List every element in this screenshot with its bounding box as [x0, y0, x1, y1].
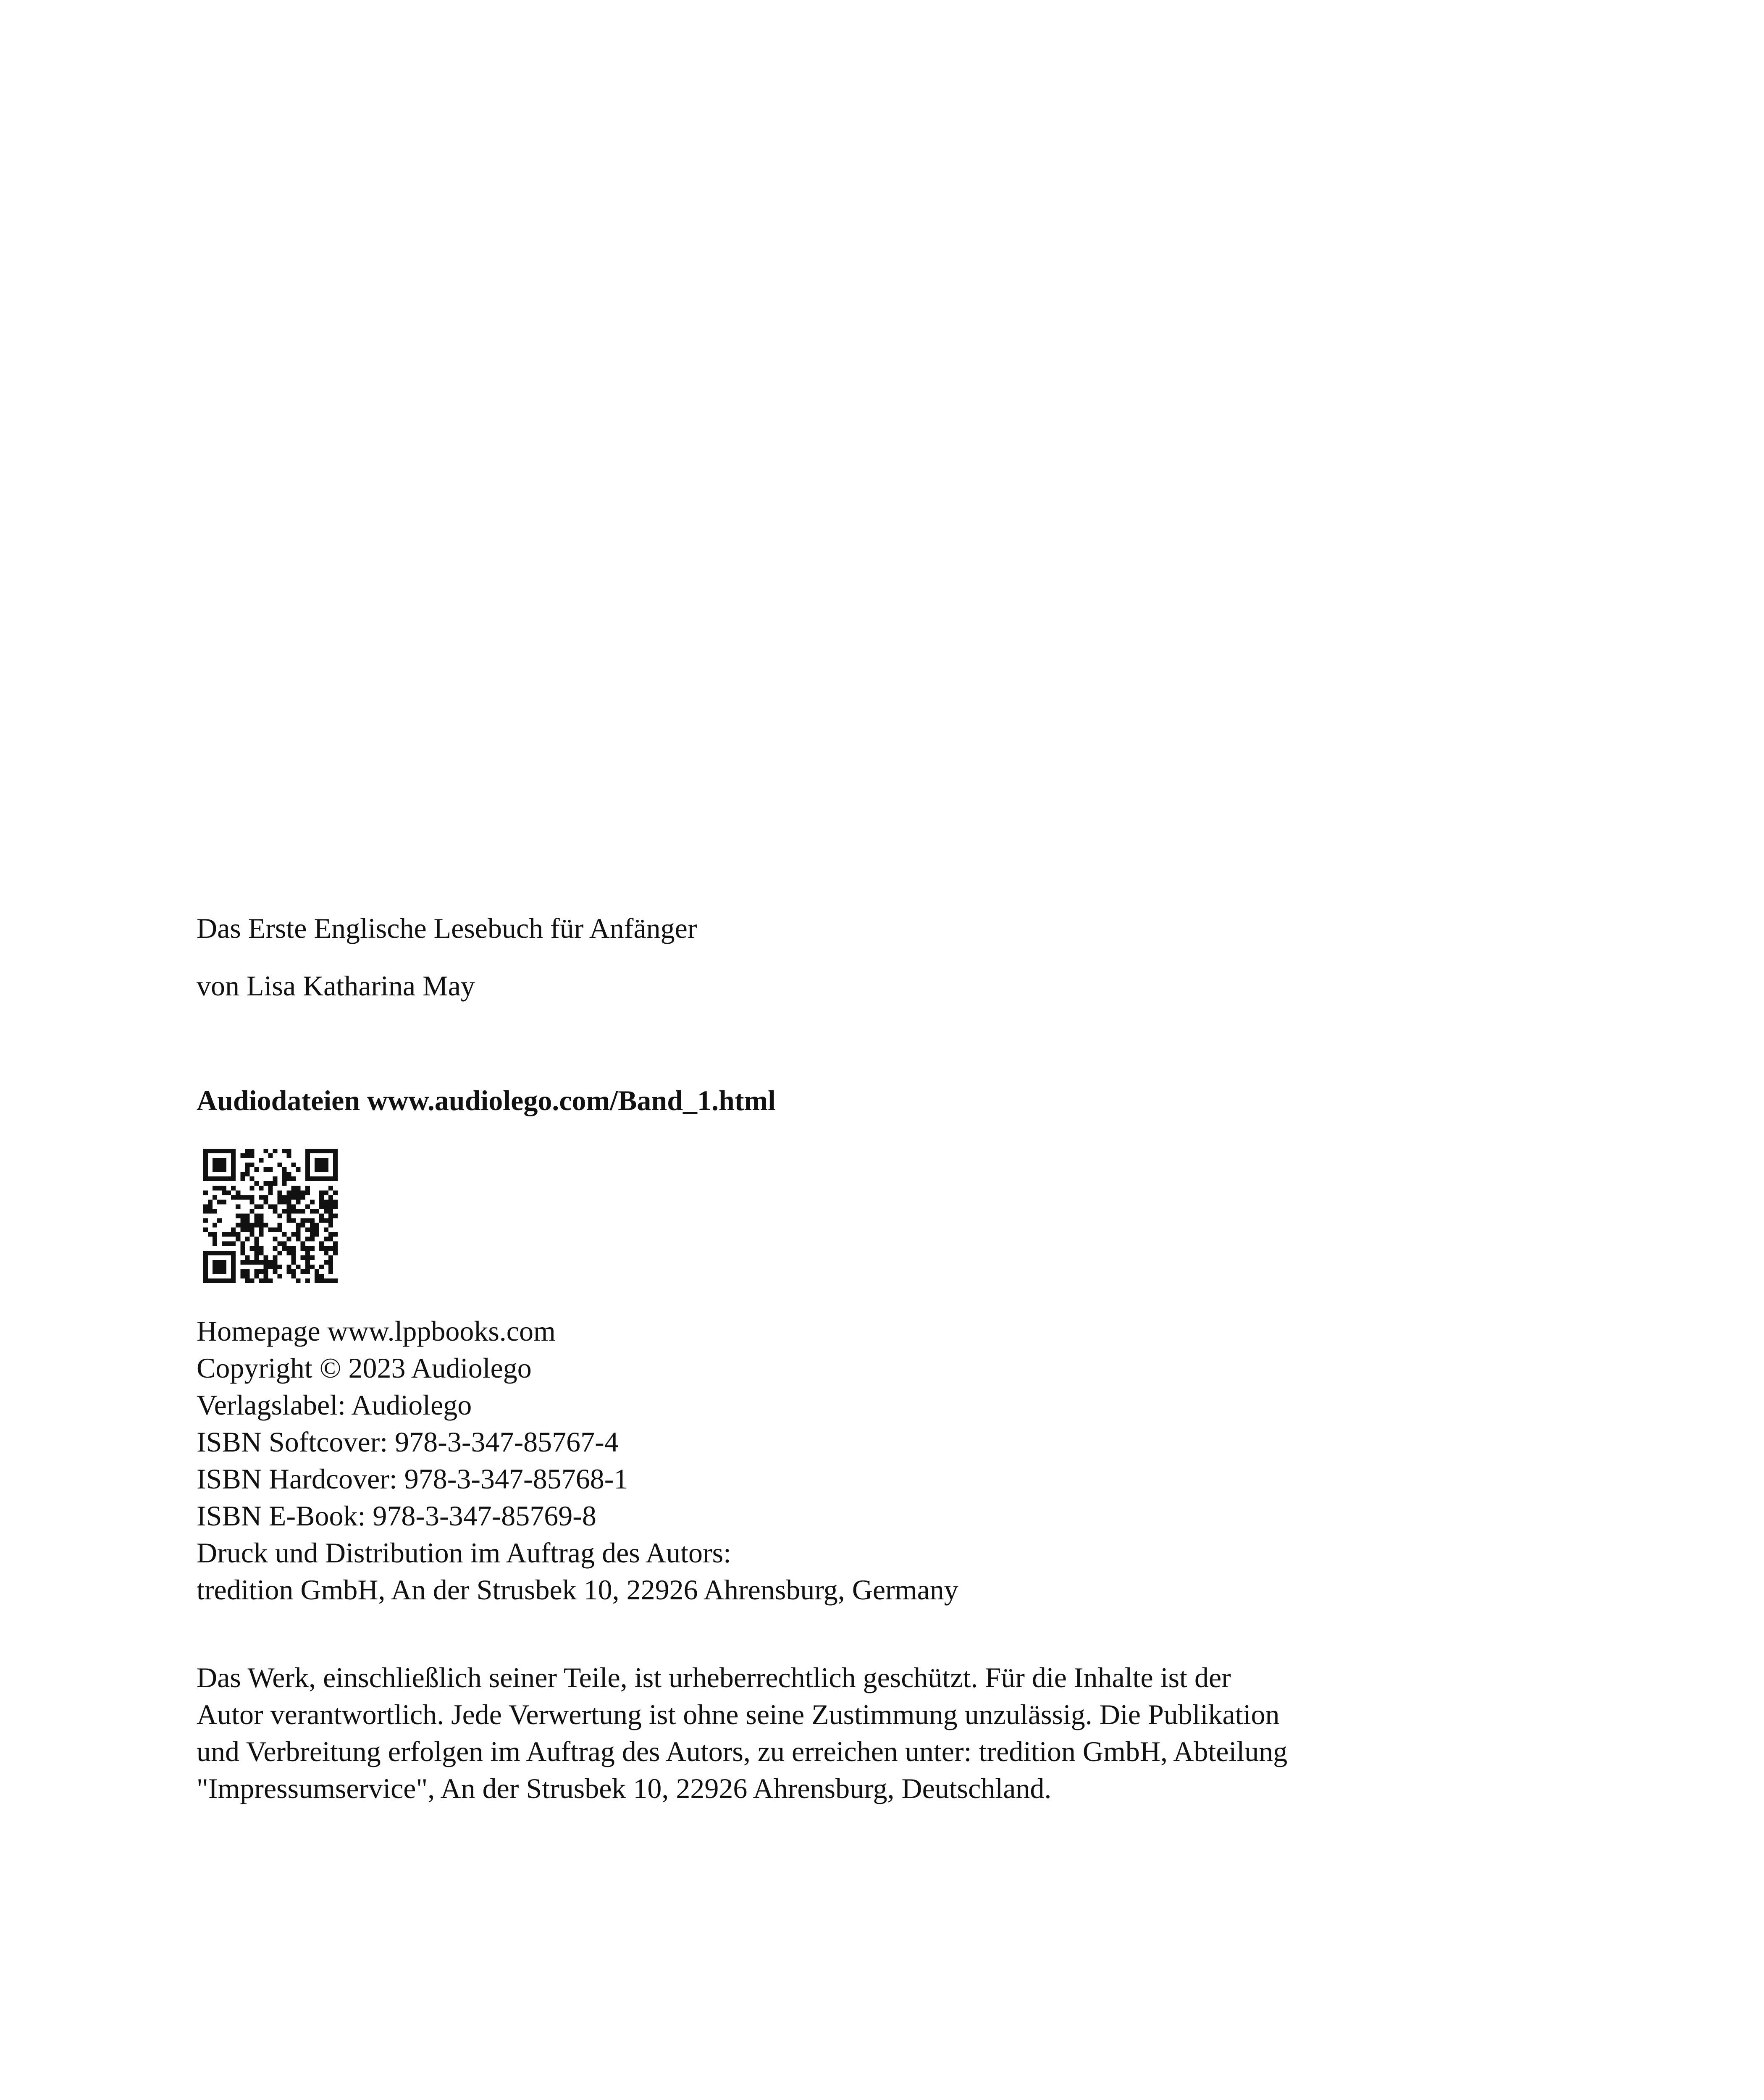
legal-notice-line: Autor verantwortlich. Jede Verwertung ist ohne seine Zustimmung unzulässig. Die Publikation	[197, 1698, 1280, 1730]
book-author: von Lisa Katharina May	[197, 970, 475, 1002]
publisher-address: tredition GmbH, An der Strusbek 10, 22926 Ahrensburg, Germany	[197, 1574, 958, 1606]
isbn-ebook: ISBN E-Book: 978-3-347-85769-8	[197, 1500, 596, 1532]
imprint-homepage[interactable]: Homepage www.lppbooks.com	[197, 1315, 556, 1347]
book-title: Das Erste Englische Lesebuch für Anfänger	[197, 912, 697, 944]
imprint-block	[197, 1312, 958, 1608]
qr-code-icon	[203, 1149, 338, 1283]
legal-notice-line: und Verbreitung erfolgen im Auftrag des Autors, zu erreichen unter: tredition GmbH, Abteilung	[197, 1735, 1288, 1767]
legal-notice-line: Das Werk, einschließlich seiner Teile, ist urheberrechtlich geschützt. Für die Inhalte ist der	[197, 1662, 1231, 1693]
isbn-softcover: ISBN Softcover: 978-3-347-85767-4	[197, 1426, 619, 1458]
legal-notice-line: "Impressumservice", An der Strusbek 10, 22926 Ahrensburg, Deutschland.	[197, 1772, 1052, 1804]
distribution-note: Druck und Distribution im Auftrag des Autors:	[197, 1537, 732, 1569]
audio-files-link[interactable]: Audiodateien www.audiolego.com/Band_1.html	[197, 1084, 776, 1116]
isbn-hardcover: ISBN Hardcover: 978-3-347-85768-1	[197, 1463, 628, 1495]
imprint-label: Verlagslabel: Audiolego	[197, 1389, 472, 1421]
legal-notice	[197, 1659, 1287, 1807]
imprint-copyright: Copyright © 2023 Audiolego	[197, 1352, 532, 1384]
